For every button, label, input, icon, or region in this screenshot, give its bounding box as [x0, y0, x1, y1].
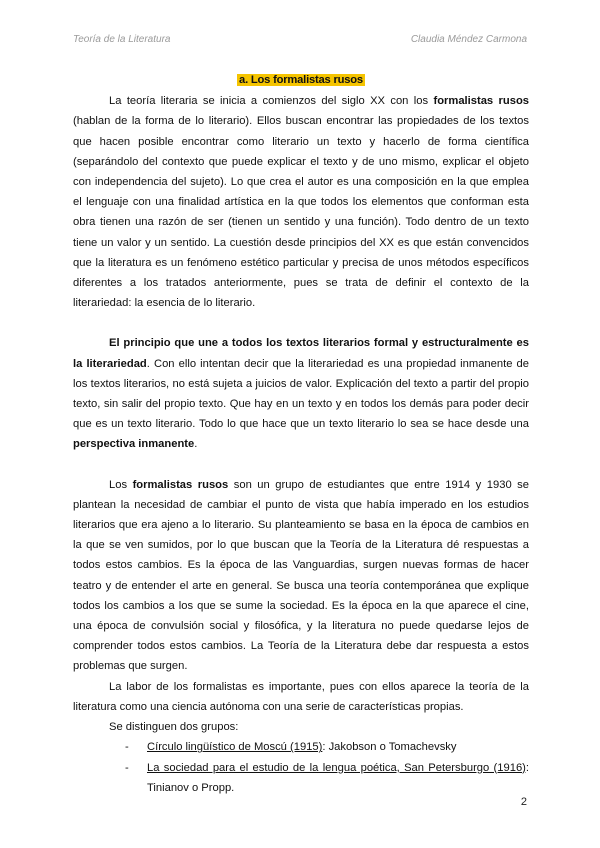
paragraph-4: La labor de los formalistas es importante, pues con ellos aparece la teoría de la literatura como una ciencia autónoma con una serie de características propias. [73, 680, 529, 713]
paragraph-3 [73, 475, 529, 677]
group-name-link: La sociedad para el estudio de la lengua poética, San Petersburgo (1916) [147, 761, 526, 774]
paragraph-1-bold: formalistas rusos [433, 95, 530, 108]
list-dash: - [125, 761, 129, 774]
list-dash: - [125, 741, 129, 754]
paragraph-3-text-b: son un grupo de estudiantes que entre 1914 y 1930 se plantean la necesidad de cambiar el punto de vista que había imperado en los estudios literarios que era ajeno a lo literario. Su planteamiento se basa en la época de cambios en la que se ven sumidos, por lo que buscan que la Teoría de la Literatura dé respuestas a todos estos cambios. Es la época de las Vanguardias, surgen nuevas formas de hacer teatro y de entender el arte en general. Se busca una teoría contemporánea que explique todos los cambios a los que se sume la sociedad. Es la época en la que aparece el cine, una época de convulsión social y filosófica, y la literatura no puede quedarse lejos de comprender todos estos cambios. La Teoría de la Literatura debe dar respuesta a estos problemas que surgen. [73, 478, 529, 673]
page-header [73, 34, 527, 45]
paragraph-2-text-a: . Con ello intentan decir que la literariedad es una propiedad inmanente de los textos literarios, no está sujeta a juicios de valor. Explicación del texto a partir del propio texto, sin salir del propio texto. Que hay en un texto y en todos los demás para poder decir que es un texto literario. Todo lo que hace que un texto literario lo sea se hace desde una [73, 357, 529, 431]
header-left: Teoría de la Literatura [73, 34, 171, 45]
list-item [125, 737, 529, 757]
paragraph-2 [73, 333, 529, 454]
paragraph-1 [73, 91, 529, 313]
section-title [73, 70, 529, 90]
group-members: : Tinianov o Propp. [147, 761, 529, 794]
paragraph-1-text-b: (hablan de la forma de lo literario). Ellos buscan encontrar las propiedades de los textos que hacen posible encontrar como literario un texto y hacerlo de forma científica (separándolo del contexto que puede explicar el texto y de uno mismo, explicar el objeto con independencia del sujeto). Lo que crea el autor es una composición en la que emplea el lenguaje con una finalidad artística en la que todos los elementos que conforman esta obra tienen una razón de ser (tienen un sentido y una función). Todo dentro de un texto tiene un valor y un sentido. La cuestión desde principios del XX es que están convencidos que la literatura es un fenómeno estético particular y precisa de unos métodos específicos diferentes a los tratados anteriormente, pues se trata de definir el contexto de la literariedad: la esencia de lo literario. [73, 115, 529, 310]
header-right: Claudia Méndez Carmona [410, 34, 527, 45]
spacer [73, 313, 529, 333]
group-members: : Jakobson o Tomachevsky [322, 741, 457, 754]
page-number: 2 [520, 796, 527, 808]
paragraph-2-bold-a: El principio que une a todos los textos literarios formal y estructuralmente es la literariedad [73, 337, 529, 370]
paragraph-2-bold-b: perspectiva inmanente [73, 438, 195, 451]
group-name-link: Círculo lingüístico de Moscú (1915) [147, 741, 323, 754]
paragraph-3-bold: formalistas rusos [132, 478, 229, 491]
section-title-text: a. Los formalistas rusos [239, 74, 363, 86]
paragraph-3-text-a: Los [109, 478, 133, 491]
spacer [73, 455, 529, 475]
list-item [125, 758, 529, 798]
paragraph-2-text-b: . [194, 438, 198, 451]
groups-list [73, 737, 529, 798]
paragraph-1-text-a: La teoría literaria se inicia a comienzos del siglo XX con los [109, 95, 434, 108]
document-body [73, 70, 529, 798]
paragraph-5: Se distinguen dos grupos: [109, 721, 239, 734]
